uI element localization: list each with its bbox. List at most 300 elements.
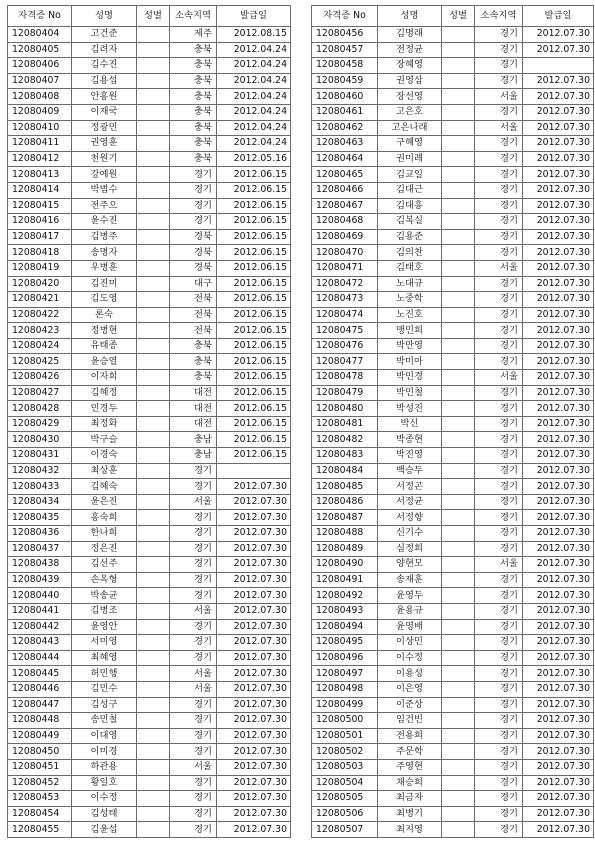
- cell-certificate-no: 12080507: [312, 822, 378, 838]
- table-row: [312, 775, 594, 791]
- cell-certificate-no: 12080482: [312, 432, 378, 448]
- cell-issue-date: 2012.06.15: [217, 276, 291, 292]
- cell-certificate-no: 12080414: [8, 182, 72, 198]
- cell-gender: [442, 822, 475, 838]
- table-row: [312, 479, 594, 495]
- cell-region: 경기: [475, 448, 523, 464]
- cell-gender: [442, 603, 475, 619]
- cell-issue-date: 2012.07.30: [523, 603, 594, 619]
- cell-name: 이준상: [378, 697, 442, 713]
- cell-certificate-no: 12080503: [312, 759, 378, 775]
- table-row: [312, 822, 594, 838]
- cell-name: 박신: [378, 416, 442, 432]
- table-row: [8, 42, 291, 58]
- cell-name: 김도영: [72, 292, 137, 308]
- cell-name: 박진영: [378, 448, 442, 464]
- cell-name: 서미영: [72, 635, 137, 651]
- table-row: [8, 463, 291, 479]
- cell-gender: [137, 354, 170, 370]
- cell-gender: [442, 260, 475, 276]
- cell-region: 서울: [475, 260, 523, 276]
- cell-certificate-no: 12080488: [312, 526, 378, 542]
- cell-gender: [137, 432, 170, 448]
- cell-name: 임건빈: [378, 713, 442, 729]
- cell-name: 장혜영: [378, 58, 442, 74]
- cell-issue-date: 2012.07.30: [523, 229, 594, 245]
- cell-certificate-no: 12080467: [312, 198, 378, 214]
- cell-issue-date: 2012.04.24: [217, 136, 291, 152]
- cell-certificate-no: 12080407: [8, 73, 72, 89]
- cell-region: 대구: [170, 276, 217, 292]
- cell-certificate-no: 12080428: [8, 401, 72, 417]
- cell-certificate-no: 12080443: [8, 635, 72, 651]
- table-row: [312, 323, 594, 339]
- cell-issue-date: 2012.07.30: [217, 744, 291, 760]
- cell-certificate-no: 12080457: [312, 42, 378, 58]
- cell-name: 노대규: [378, 276, 442, 292]
- header-region: 소속지역: [170, 6, 217, 27]
- table-row: [8, 541, 291, 557]
- cell-issue-date: 2012.07.30: [523, 260, 594, 276]
- cell-name: 고은나래: [378, 120, 442, 136]
- cell-gender: [137, 307, 170, 323]
- cell-region: 충북: [170, 104, 217, 120]
- cell-name: 최지영: [378, 822, 442, 838]
- cell-region: 경기: [475, 697, 523, 713]
- cell-name: 윤영배: [378, 619, 442, 635]
- cell-gender: [137, 73, 170, 89]
- cell-gender: [442, 136, 475, 152]
- cell-gender: [442, 27, 475, 43]
- cell-issue-date: 2012.07.30: [523, 385, 594, 401]
- cell-certificate-no: 12080449: [8, 728, 72, 744]
- table-row: [8, 323, 291, 339]
- cell-issue-date: 2012.07.30: [523, 697, 594, 713]
- cell-issue-date: 2012.07.30: [217, 619, 291, 635]
- cell-gender: [137, 136, 170, 152]
- cell-name: 윤은진: [72, 494, 137, 510]
- cell-region: 서울: [475, 557, 523, 573]
- table-row: [8, 58, 291, 74]
- cell-region: 경기: [475, 681, 523, 697]
- cell-name: 고건준: [72, 27, 137, 43]
- cell-certificate-no: 12080458: [312, 58, 378, 74]
- cell-issue-date: 2012.07.30: [523, 650, 594, 666]
- cell-gender: [442, 588, 475, 604]
- cell-issue-date: 2012.07.30: [523, 759, 594, 775]
- cell-name: 김대근: [378, 182, 442, 198]
- cell-name: 허민행: [72, 666, 137, 682]
- cell-gender: [442, 370, 475, 386]
- cell-issue-date: 2012.07.30: [523, 463, 594, 479]
- cell-issue-date: 2012.07.30: [217, 806, 291, 822]
- cell-certificate-no: 12080417: [8, 229, 72, 245]
- cell-issue-date: 2012.04.24: [217, 42, 291, 58]
- cell-gender: [137, 58, 170, 74]
- cell-gender: [137, 104, 170, 120]
- cell-gender: [442, 401, 475, 417]
- cell-certificate-no: 12080452: [8, 775, 72, 791]
- header-issue-date: 발급일: [523, 6, 594, 27]
- cell-name: 김민수: [72, 681, 137, 697]
- cell-issue-date: 2012.07.30: [523, 276, 594, 292]
- cell-certificate-no: 12080418: [8, 245, 72, 261]
- cell-gender: [137, 744, 170, 760]
- cell-region: 경기: [170, 526, 217, 542]
- cell-region: 전북: [170, 292, 217, 308]
- cell-gender: [137, 167, 170, 183]
- cell-gender: [442, 432, 475, 448]
- cell-certificate-no: 12080404: [8, 27, 72, 43]
- cell-certificate-no: 12080411: [8, 136, 72, 152]
- cell-issue-date: 2012.07.30: [523, 120, 594, 136]
- cell-name: 김려자: [72, 42, 137, 58]
- cell-region: 서울: [170, 494, 217, 510]
- cell-region: 충남: [170, 432, 217, 448]
- cell-issue-date: 2012.06.15: [217, 416, 291, 432]
- cell-name: 황일호: [72, 775, 137, 791]
- cell-issue-date: 2012.04.24: [217, 58, 291, 74]
- cell-region: 경기: [170, 479, 217, 495]
- cell-certificate-no: 12080437: [8, 541, 72, 557]
- table-row: [312, 541, 594, 557]
- cell-issue-date: 2012.06.15: [217, 448, 291, 464]
- cell-gender: [137, 479, 170, 495]
- cell-gender: [442, 697, 475, 713]
- table-row: [312, 448, 594, 464]
- table-row: [8, 494, 291, 510]
- cell-region: 경기: [170, 588, 217, 604]
- cell-gender: [137, 229, 170, 245]
- cell-region: 경기: [475, 572, 523, 588]
- cell-region: 경기: [170, 541, 217, 557]
- table-row: [312, 151, 594, 167]
- cell-region: 서울: [475, 370, 523, 386]
- table-row: [8, 276, 291, 292]
- table-row: [312, 167, 594, 183]
- table-row: [312, 338, 594, 354]
- table-row: [8, 182, 291, 198]
- cell-issue-date: 2012.07.30: [523, 245, 594, 261]
- cell-issue-date: 2012.07.30: [523, 510, 594, 526]
- table-row: [8, 104, 291, 120]
- cell-name: 천원기: [72, 151, 137, 167]
- cell-name: 김태호: [378, 260, 442, 276]
- table-row: [312, 494, 594, 510]
- cell-region: 서울: [170, 681, 217, 697]
- cell-region: 경기: [170, 650, 217, 666]
- table-row: [312, 806, 594, 822]
- cell-certificate-no: 12080500: [312, 713, 378, 729]
- cell-gender: [137, 557, 170, 573]
- cell-certificate-no: 12080468: [312, 214, 378, 230]
- cell-gender: [442, 635, 475, 651]
- cell-region: 경기: [475, 479, 523, 495]
- cell-certificate-no: 12080492: [312, 588, 378, 604]
- cell-issue-date: 2012.07.30: [523, 494, 594, 510]
- cell-gender: [137, 198, 170, 214]
- cell-issue-date: 2012.07.30: [217, 650, 291, 666]
- cell-name: 이용성: [378, 666, 442, 682]
- table-row: [312, 510, 594, 526]
- table-row: [312, 759, 594, 775]
- cell-issue-date: 2012.06.15: [217, 292, 291, 308]
- cell-name: 전용희: [378, 728, 442, 744]
- cell-gender: [442, 307, 475, 323]
- cell-name: 이상민: [378, 635, 442, 651]
- cell-gender: [137, 806, 170, 822]
- cell-issue-date: 2012.07.30: [523, 557, 594, 573]
- cell-issue-date: 2012.07.30: [523, 42, 594, 58]
- cell-gender: [442, 775, 475, 791]
- left-certificate-table-panel: [7, 5, 290, 838]
- cell-gender: [137, 603, 170, 619]
- cell-name: 전정균: [378, 42, 442, 58]
- cell-gender: [442, 791, 475, 807]
- cell-certificate-no: 12080489: [312, 541, 378, 557]
- cell-gender: [442, 292, 475, 308]
- cell-gender: [137, 416, 170, 432]
- cell-issue-date: 2012.04.24: [217, 89, 291, 105]
- cell-name: 김용섭: [72, 73, 137, 89]
- table-row: [312, 650, 594, 666]
- cell-region: 경기: [475, 338, 523, 354]
- cell-name: 정은진: [72, 541, 137, 557]
- cell-region: 전북: [170, 323, 217, 339]
- cell-region: 경기: [475, 104, 523, 120]
- cell-issue-date: 2012.07.30: [523, 744, 594, 760]
- cell-gender: [137, 619, 170, 635]
- cell-region: 경기: [475, 744, 523, 760]
- table-row: [312, 401, 594, 417]
- table-row: [312, 572, 594, 588]
- cell-issue-date: 2012.06.15: [217, 338, 291, 354]
- table-row: [312, 557, 594, 573]
- cell-issue-date: 2012.06.15: [217, 214, 291, 230]
- cell-region: 충북: [170, 42, 217, 58]
- cell-gender: [137, 775, 170, 791]
- table-row: [8, 385, 291, 401]
- cell-issue-date: 2012.07.30: [217, 775, 291, 791]
- table-row: [8, 448, 291, 464]
- cell-name: 최병기: [378, 806, 442, 822]
- table-row: [8, 401, 291, 417]
- cell-name: 서정균: [378, 494, 442, 510]
- cell-certificate-no: 12080471: [312, 260, 378, 276]
- cell-certificate-no: 12080435: [8, 510, 72, 526]
- cell-certificate-no: 12080466: [312, 182, 378, 198]
- cell-region: 경기: [170, 791, 217, 807]
- cell-issue-date: 2012.07.30: [217, 713, 291, 729]
- cell-issue-date: 2012.07.30: [217, 479, 291, 495]
- cell-region: 서울: [475, 89, 523, 105]
- cell-issue-date: 2012.06.15: [217, 260, 291, 276]
- cell-certificate-no: 12080440: [8, 588, 72, 604]
- cell-name: 론숙: [72, 307, 137, 323]
- table-body: [312, 27, 594, 838]
- cell-gender: [442, 385, 475, 401]
- cell-region: 경기: [475, 27, 523, 43]
- cell-gender: [442, 167, 475, 183]
- table-row: [312, 27, 594, 43]
- cell-certificate-no: 12080461: [312, 104, 378, 120]
- cell-issue-date: 2012.07.30: [523, 619, 594, 635]
- table-row: [312, 89, 594, 105]
- table-row: [8, 697, 291, 713]
- cell-name: 권영훈: [72, 136, 137, 152]
- cell-gender: [442, 42, 475, 58]
- cell-name: 정병현: [72, 323, 137, 339]
- cell-gender: [137, 759, 170, 775]
- cell-region: 경기: [475, 759, 523, 775]
- cell-issue-date: 2012.07.30: [523, 526, 594, 542]
- cell-certificate-no: 12080429: [8, 416, 72, 432]
- cell-certificate-no: 12080485: [312, 479, 378, 495]
- cell-issue-date: 2012.07.30: [523, 307, 594, 323]
- table-row: [312, 635, 594, 651]
- header-certificate-no: 자격증 No: [8, 6, 72, 27]
- cell-certificate-no: 12080487: [312, 510, 378, 526]
- cell-region: 충북: [170, 354, 217, 370]
- cell-issue-date: 2012.07.30: [523, 479, 594, 495]
- cell-name: 이경숙: [72, 448, 137, 464]
- cell-name: 박범수: [72, 182, 137, 198]
- cell-gender: [137, 791, 170, 807]
- table-row: [8, 151, 291, 167]
- cell-name: 이자희: [72, 370, 137, 386]
- table-row: [8, 822, 291, 838]
- cell-region: 경북: [170, 229, 217, 245]
- cell-gender: [137, 588, 170, 604]
- cell-certificate-no: 12080504: [312, 775, 378, 791]
- table-row: [8, 791, 291, 807]
- cell-name: 고은호: [378, 104, 442, 120]
- cell-certificate-no: 12080425: [8, 354, 72, 370]
- cell-gender: [442, 510, 475, 526]
- cell-gender: [137, 323, 170, 339]
- table-row: [312, 526, 594, 542]
- cell-certificate-no: 12080491: [312, 572, 378, 588]
- cell-name: 노중학: [378, 292, 442, 308]
- cell-region: 경기: [475, 541, 523, 557]
- table-row: [8, 354, 291, 370]
- cell-issue-date: 2012.04.24: [217, 104, 291, 120]
- cell-region: 충북: [170, 338, 217, 354]
- cell-issue-date: 2012.04.24: [217, 120, 291, 136]
- cell-certificate-no: 12080446: [8, 681, 72, 697]
- cell-name: 박민철: [378, 385, 442, 401]
- table-row: [312, 73, 594, 89]
- cell-certificate-no: 12080495: [312, 635, 378, 651]
- right-certificate-table-panel: [311, 5, 593, 838]
- cell-issue-date: 2012.07.30: [523, 104, 594, 120]
- cell-issue-date: 2012.07.30: [217, 588, 291, 604]
- cell-region: 경기: [170, 728, 217, 744]
- cell-certificate-no: 12080409: [8, 104, 72, 120]
- cell-gender: [137, 681, 170, 697]
- cell-issue-date: 2012.07.30: [523, 432, 594, 448]
- cell-region: 경기: [475, 42, 523, 58]
- cell-region: 경기: [170, 697, 217, 713]
- cell-name: 윤용규: [378, 603, 442, 619]
- cell-region: 경기: [475, 323, 523, 339]
- cell-region: 경기: [170, 806, 217, 822]
- cell-region: 경기: [475, 276, 523, 292]
- table-row: [312, 276, 594, 292]
- table-row: [8, 214, 291, 230]
- cell-gender: [442, 526, 475, 542]
- cell-certificate-no: 12080408: [8, 89, 72, 105]
- cell-name: 정광민: [72, 120, 137, 136]
- cell-certificate-no: 12080451: [8, 759, 72, 775]
- cell-name: 김교일: [378, 167, 442, 183]
- certificate-table-left: [7, 5, 291, 838]
- cell-issue-date: 2012.07.30: [523, 666, 594, 682]
- table-row: [312, 104, 594, 120]
- cell-name: 박성진: [378, 401, 442, 417]
- cell-gender: [137, 510, 170, 526]
- cell-issue-date: 2012.07.30: [523, 73, 594, 89]
- cell-certificate-no: 12080469: [312, 229, 378, 245]
- cell-gender: [137, 635, 170, 651]
- table-row: [312, 58, 594, 74]
- cell-gender: [442, 89, 475, 105]
- cell-issue-date: 2012.07.30: [217, 572, 291, 588]
- cell-certificate-no: 12080490: [312, 557, 378, 573]
- table-row: [312, 260, 594, 276]
- table-row: [8, 167, 291, 183]
- cell-gender: [442, 354, 475, 370]
- cell-certificate-no: 12080505: [312, 791, 378, 807]
- cell-name: 우병훈: [72, 260, 137, 276]
- cell-region: 경기: [170, 619, 217, 635]
- cell-name: 박송균: [72, 588, 137, 604]
- cell-issue-date: 2012.07.30: [523, 182, 594, 198]
- cell-certificate-no: 12080438: [8, 557, 72, 573]
- cell-name: 최금자: [378, 791, 442, 807]
- cell-issue-date: 2012.07.30: [217, 526, 291, 542]
- cell-certificate-no: 12080453: [8, 791, 72, 807]
- table-row: [8, 635, 291, 651]
- cell-issue-date: 2012.07.30: [217, 666, 291, 682]
- table-row: [8, 89, 291, 105]
- header-gender: 성별: [137, 6, 170, 27]
- cell-gender: [442, 73, 475, 89]
- cell-gender: [442, 728, 475, 744]
- table-row: [8, 370, 291, 386]
- cell-issue-date: 2012.07.30: [217, 510, 291, 526]
- table-row: [8, 136, 291, 152]
- table-row: [8, 432, 291, 448]
- table-row: [8, 666, 291, 682]
- table-row: [312, 385, 594, 401]
- table-row: [312, 603, 594, 619]
- cell-region: 경기: [475, 354, 523, 370]
- cell-name: 박종현: [378, 432, 442, 448]
- cell-issue-date: 2012.06.15: [217, 323, 291, 339]
- cell-issue-date: 2012.07.30: [523, 572, 594, 588]
- cell-name: 최정화: [72, 416, 137, 432]
- cell-gender: [137, 89, 170, 105]
- cell-name: 김진미: [72, 276, 137, 292]
- cell-certificate-no: 12080424: [8, 338, 72, 354]
- cell-name: 김선주: [72, 557, 137, 573]
- cell-issue-date: 2012.07.30: [217, 557, 291, 573]
- table-row: [8, 526, 291, 542]
- cell-region: 경기: [170, 744, 217, 760]
- cell-name: 김용준: [378, 229, 442, 245]
- cell-name: 서정곤: [378, 479, 442, 495]
